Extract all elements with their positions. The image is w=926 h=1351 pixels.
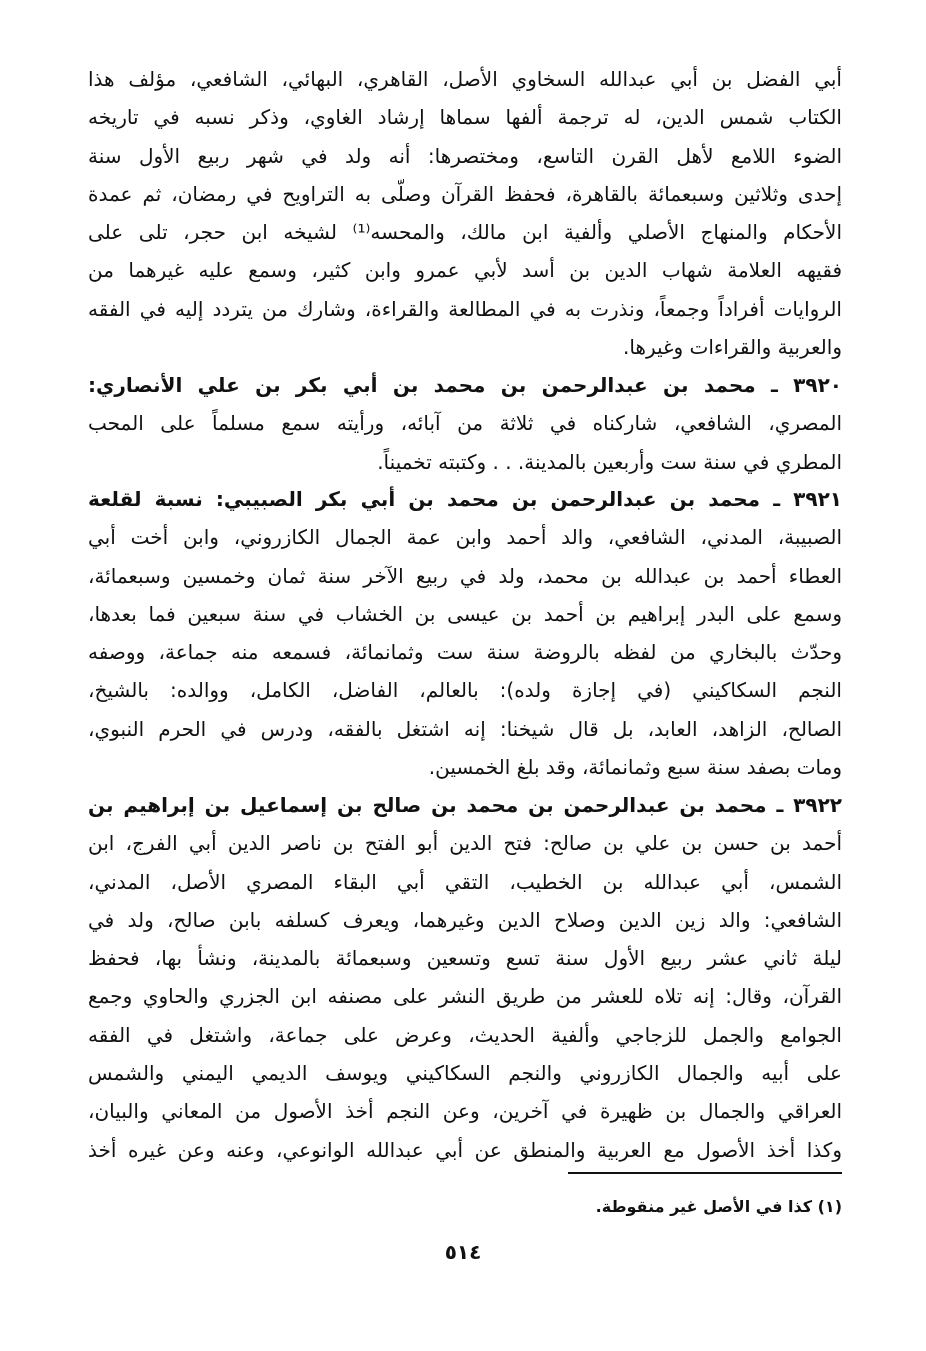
footnote-divider <box>568 1172 842 1174</box>
text-line: الصالح، الزاهد، العابد، بل قال شيخنا: إنه اشتغل بالفقه، ودرس في الحرم النبوي، <box>88 716 842 741</box>
text-line: أحمد بن حسن بن علي بن صالح: فتح الدين أبو الفتح بن ناصر الدين أبي الفرج، ابن <box>88 831 842 856</box>
text-line: المطري في سنة ست وأربعين بالمدينة. . . وكتبته تخميناً. <box>377 449 842 474</box>
entry-3922 <box>88 786 842 1169</box>
text-line: المصري، الشافعي، شاركناه في ثلاثة من آبائه، ورأيته سمع مسلماً على المحب <box>88 411 842 436</box>
footnote: (١) كذا في الأصل غير منقوطة. <box>595 1197 842 1216</box>
text-line: ليلة ثاني عشر ربيع الأول سنة تسع وتسعين وسبعمائة بالمدينة، ونشأ بها، فحفظ <box>88 946 842 971</box>
page-number: ٥١٤ <box>444 1240 482 1264</box>
entry-heading: ٣٩٢١ ـ محمد بن عبدالرحمن بن محمد بن أبي بكر الصبيبي: نسبة لقلعة <box>88 487 842 511</box>
text-line: والعربية والقراءات وغيرها. <box>622 335 842 360</box>
entry-3921 <box>88 480 842 786</box>
text-line: الضوء اللامع لأهل القرن التاسع، ومختصرها: أنه ولد في شهر ربيع الأول سنة <box>88 143 842 168</box>
text-line: القرآن، وقال: إنه تلاه للعشر من طريق النشر على مصنفه ابن الجزري والحاوي وجمع <box>88 984 842 1009</box>
text-line: الشافعي: والد زين الدين وصلاح الدين وغيرهما، ويعرف كسلفه بابن صالح، ولد في <box>88 907 842 932</box>
text-line: الصبيبة، المدني، الشافعي، والد أحمد وابن عمة الجمال الكازروني، وابن أخت أبي <box>88 525 842 550</box>
text-line: إحدى وثلاثين وسبعمائة بالقاهرة، فحفظ القرآن وصلّى به التراويح في رمضان، ثم عمدة <box>88 181 842 206</box>
entry-heading: ٣٩٢٠ ـ محمد بن عبدالرحمن بن محمد بن أبي بكر بن علي الأنصاري: <box>88 373 842 397</box>
text-line: فقيهه العلامة شهاب الدين بن أسد لأبي عمرو وابن كثير، وسمع عليه غيرهما من <box>88 258 842 283</box>
text-line: النجم السكاكيني (في إجازة ولده): بالعالم، الفاضل، الكامل، ووالده: بالشيخ، <box>88 678 842 703</box>
paragraph-continuation <box>88 60 842 366</box>
text-line: العطاء أحمد بن عبدالله بن محمد، ولد في ربيع الآخر سنة ثمان وخمسين وسبعمائة، <box>88 563 842 588</box>
entry-3920 <box>88 366 842 481</box>
text-line: أبي الفضل بن أبي عبدالله السخاوي الأصل، القاهري، البهائي، الشافعي، مؤلف هذا <box>88 67 842 91</box>
text-line: على أبيه والجمال الكازروني والنجم السكاكيني ويوسف الديمي اليمني والشمس <box>88 1061 842 1086</box>
text-line: وحدّث بالبخاري من لفظه بالروضة سنة ست وثمانمائة، فسمعه منه جماعة، ووصفه <box>88 640 842 665</box>
text-line: وكذا أخذ الأصول مع العربية والمنطق عن أبي عبدالله الوانوعي، وعنه وعن غيره أخذ <box>88 1137 842 1162</box>
text-line: الجوامع والجمل للزجاجي وألفية الحديث، وعرض على جماعة، واشتغل في الفقه <box>88 1022 842 1047</box>
text-line: ومات بصفد سنة سبع وثمانمائة، وقد بلغ الخمسين. <box>428 755 842 780</box>
text-line: الروايات أفراداً وجمعاً، ونذرت به في المطالعة والقراءة، وشارك من يتردد إليه في الفقه <box>88 296 842 321</box>
entry-heading: ٣٩٢٢ ـ محمد بن عبدالرحمن بن محمد بن صالح بن إسماعيل بن إبراهيم بن <box>88 793 842 817</box>
text-line: الشمس، أبي عبدالله بن الخطيب، التقي أبي البقاء المصري الأصل، المدني، <box>88 869 842 894</box>
text-line: الأحكام والمنهاج الأصلي وألفية ابن مالك، والمحسه⁽¹⁾ لشيخه ابن حجر، تلى على <box>88 220 842 245</box>
text-line: وسمع على البدر إبراهيم بن أحمد بن عيسى بن الخشاب في سنة سبعين فما بعدها، <box>88 601 842 626</box>
text-line: العراقي والجمال بن ظهيرة في آخرين، وعن النجم أخذ الأصول من المعاني والبيان، <box>88 1099 842 1124</box>
text-line: الكتاب شمس الدين، له ترجمة ألفها سماها إرشاد الغاوي، وذكر نسبه في تاريخه <box>88 105 842 130</box>
